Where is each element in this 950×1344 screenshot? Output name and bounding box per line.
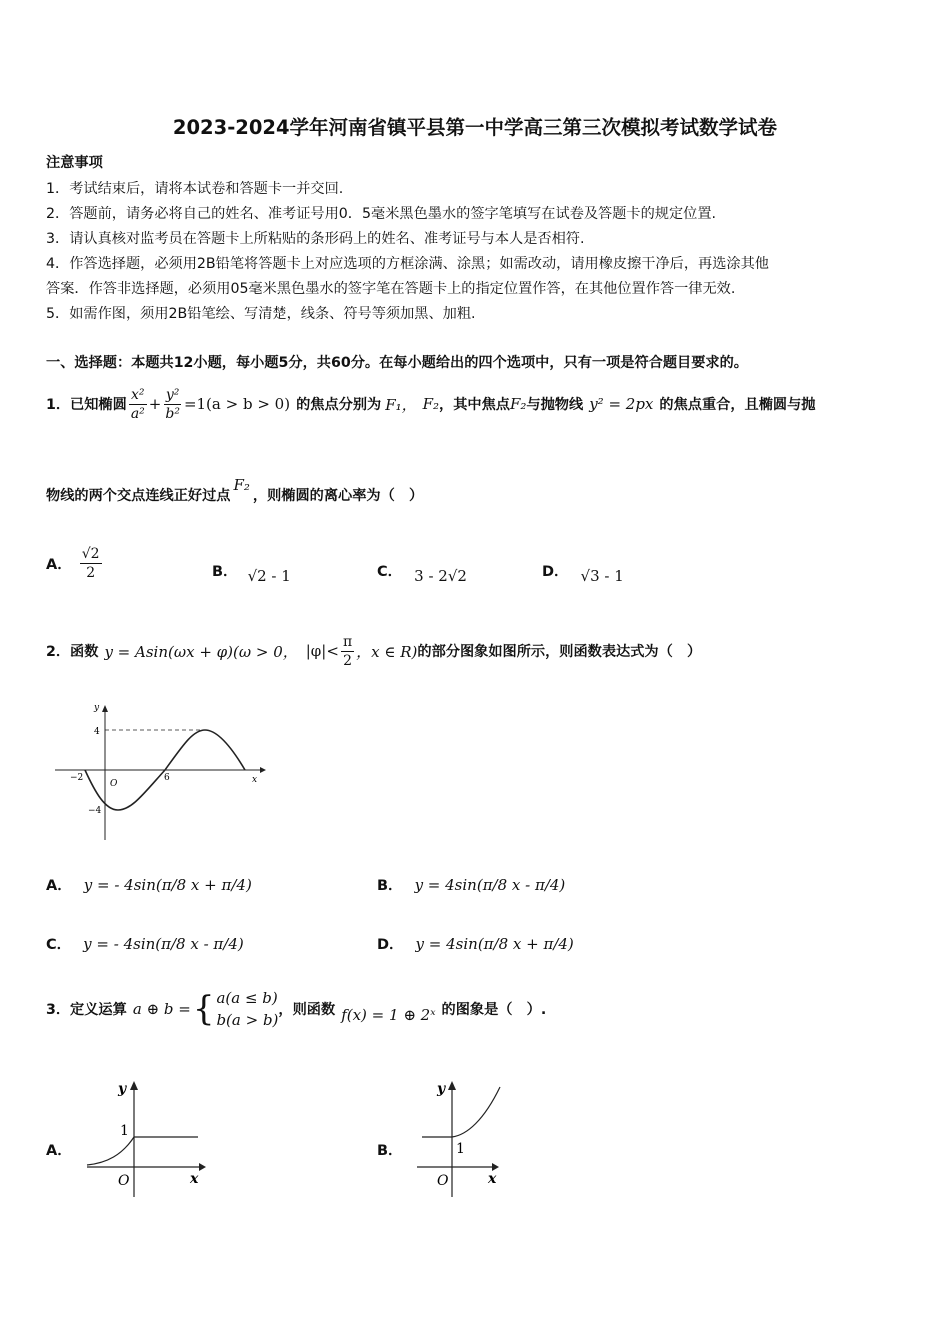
q1-text-4: 的焦点重合，且椭圆与抛	[659, 397, 816, 413]
q1-eq-rest: =1(a > b > 0)	[183, 395, 291, 413]
q1-frac-y-den: b²	[165, 405, 180, 422]
q2-option-d-value: y = 4sin(π/8 x + π/4)	[415, 934, 574, 953]
q1-number: 1．已知椭圆	[46, 397, 127, 413]
q2-pi-frac	[341, 633, 354, 670]
q2-y-label: y	[94, 703, 100, 713]
q3-option-a-label: A．	[46, 1143, 72, 1159]
q2-condition: ，x ∈ R)	[356, 642, 418, 661]
q3-cases	[216, 987, 278, 1031]
q2-number: 2．函数	[46, 644, 99, 660]
q1-line2-b: ，则椭圆的离心率为（ ）	[252, 488, 424, 504]
q2-option-a[interactable]	[46, 874, 252, 895]
q2-option-b-label: B．	[377, 878, 403, 894]
q2-pi-den: 2	[343, 652, 352, 669]
q1-parabola: y² = 2px	[589, 395, 654, 413]
notice-item-4-cont: 答案．作答非选择题，必须用05毫米黑色墨水的签字笔在答题卡上的指定位置作答，在其他位置作答一律无效.	[46, 281, 736, 297]
q2-y-arrow-icon	[102, 705, 108, 712]
q2-tick-m2: −2	[70, 773, 84, 783]
notice-item-1: 1．考试结束后，请将本试卷和答题卡一并交回.	[46, 181, 344, 197]
section-heading: 一、选择题：本题共12小题，每小题5分，共60分。在每小题给出的四个选项中，只有一项是符合题目要求的。	[46, 355, 748, 371]
q2-x-label: x	[252, 775, 258, 785]
q1-option-b-label: B．	[212, 564, 238, 580]
q3a-x-arrow-icon	[199, 1163, 206, 1171]
notice-item-3: 3．请认真核对监考员在答题卡上所粘贴的条形码上的姓名、准考证号与本人是否相符.	[46, 231, 585, 247]
q3b-x-label: x	[488, 1171, 497, 1187]
q1-option-d[interactable]	[542, 560, 624, 585]
q1-option-a-label: A．	[46, 556, 72, 573]
q3a-x-label: x	[190, 1171, 199, 1187]
q2-tick-6: 6	[164, 773, 170, 783]
q1-f2-b: F₂	[510, 395, 527, 413]
q3a-one-label: 1	[120, 1123, 129, 1139]
q2-function: y = Asin(ωx + φ)(ω > 0，	[104, 642, 298, 661]
q1-text-3: 与抛物线	[526, 397, 584, 413]
q2-x-arrow-icon	[260, 767, 266, 773]
q2-sine-graph	[50, 700, 270, 845]
q1-option-b[interactable]	[212, 560, 291, 585]
q1-frac-y	[163, 386, 182, 423]
notice-heading: 注意事项	[46, 155, 103, 171]
question-1-line1: 1．已知椭圆 $\frac{\text{x²}}{\text{a²}}$ + $\frac{\text{y²}}{\text{b²}}$ =1(a > b > 0) 的焦点分别为 F₁， F₂ ，其中焦点 F₂ 与抛物线 y² = 2px 的焦点重合，且椭圆与抛	[46, 386, 816, 422]
q2-option-b-value: y = 4sin(π/8 x - π/4)	[414, 875, 566, 894]
q3a-y-label: y	[118, 1081, 127, 1097]
q2-option-c-value: y = - 4sin(π/8 x - π/4)	[83, 934, 244, 953]
q2-option-b[interactable]	[377, 874, 565, 895]
q1-option-b-value: √2 - 1	[247, 566, 291, 585]
q1-line2-a: 物线的两个交点连线正好过点	[46, 488, 231, 504]
q1-frac-x-num: x²	[131, 386, 145, 403]
q1-frac-x-den: a²	[130, 405, 145, 422]
q3b-curve	[452, 1087, 500, 1137]
q2-option-a-label: A．	[46, 878, 72, 894]
question-2	[46, 626, 701, 676]
notice-item-5: 5．如需作图，须用2B铅笔绘、写清楚，线条、符号等须加黑、加粗.	[46, 306, 476, 322]
q1-option-d-value: √3 - 1	[580, 566, 624, 585]
q3-option-a[interactable]	[46, 1139, 72, 1160]
q3b-y-label: y	[437, 1081, 446, 1097]
q1-f2: F₂	[422, 395, 440, 413]
q3-graph-b	[412, 1075, 542, 1200]
q3-function: f(x) = 1 ⊕ 2ˣ	[341, 1006, 436, 1024]
q3a-origin-label: O	[118, 1173, 130, 1189]
q3a-y-arrow-icon	[130, 1081, 138, 1090]
q1-frac-y-num: y²	[165, 386, 180, 403]
q3-number: 3．定义运算	[46, 1002, 127, 1018]
q3-case-1: a(a ≤ b)	[216, 989, 278, 1007]
q1-option-c-value: 3 - 2√2	[414, 566, 467, 585]
q1-f2-c: F₂	[233, 476, 250, 494]
q3b-y-arrow-icon	[448, 1081, 456, 1090]
q2-option-c[interactable]	[46, 933, 244, 954]
q2-phi: |φ|<	[305, 642, 339, 660]
q1-option-d-label: D．	[542, 564, 569, 580]
q3-brace-icon: {	[192, 989, 215, 1029]
q1-text-1: 的焦点分别为	[296, 397, 382, 413]
q3-text-2: 的图象是（ ）.	[441, 1002, 547, 1018]
notice-item-4: 4．作答选择题，必须用2B铅笔将答题卡上对应选项的方框涂满、涂黑；如需改动，请用橡皮擦干净后，再选涂其他	[46, 256, 769, 272]
q2-text: 的部分图象如图所示，则函数表达式为（ ）	[417, 644, 702, 660]
question-1-line2	[46, 476, 424, 510]
q3b-origin-label: O	[437, 1173, 449, 1189]
q1-option-a[interactable]	[46, 535, 104, 591]
q3b-x-arrow-icon	[492, 1163, 499, 1171]
q1-f1: F₁，	[385, 395, 417, 414]
q3-option-b-label: B．	[377, 1143, 403, 1159]
question-3	[46, 980, 546, 1038]
q1-text-2: ，其中焦点	[439, 397, 510, 413]
q2-option-c-label: C．	[46, 937, 72, 953]
notice-item-2: 2．答题前，请务必将自己的姓名、准考证号用0．5毫米黑色墨水的签字笔填写在试卷及答题卡的规定位置.	[46, 206, 717, 222]
q3-graph-a	[82, 1075, 212, 1200]
q1-option-a-num: √2	[81, 545, 100, 562]
q2-origin-label: O	[110, 779, 118, 789]
q2-tick-4: 4	[94, 727, 100, 737]
q2-pi-num: π	[342, 633, 353, 650]
q2-option-d-label: D．	[377, 937, 404, 953]
page-title: 2023-2024学年河南省镇平县第一中学高三第三次模拟考试数学试卷	[172, 116, 778, 139]
q2-tick-m4: −4	[88, 806, 102, 816]
q1-frac-x	[129, 386, 147, 423]
q1-option-a-den: 2	[86, 564, 96, 581]
q2-option-d[interactable]	[377, 933, 574, 954]
q3a-curve	[87, 1137, 134, 1165]
q3-text-1: ，则函数	[278, 1002, 336, 1018]
q3b-one-label: 1	[456, 1141, 465, 1157]
q3-operator: a ⊕ b =	[132, 1000, 191, 1018]
q2-option-a-value: y = - 4sin(π/8 x + π/4)	[83, 875, 252, 894]
q1-option-c-label: C．	[377, 564, 403, 580]
q3-option-b[interactable]	[377, 1139, 403, 1160]
q1-option-a-frac	[80, 545, 102, 582]
q3-case-2: b(a > b)	[216, 1011, 279, 1029]
q1-option-c[interactable]	[377, 560, 467, 585]
